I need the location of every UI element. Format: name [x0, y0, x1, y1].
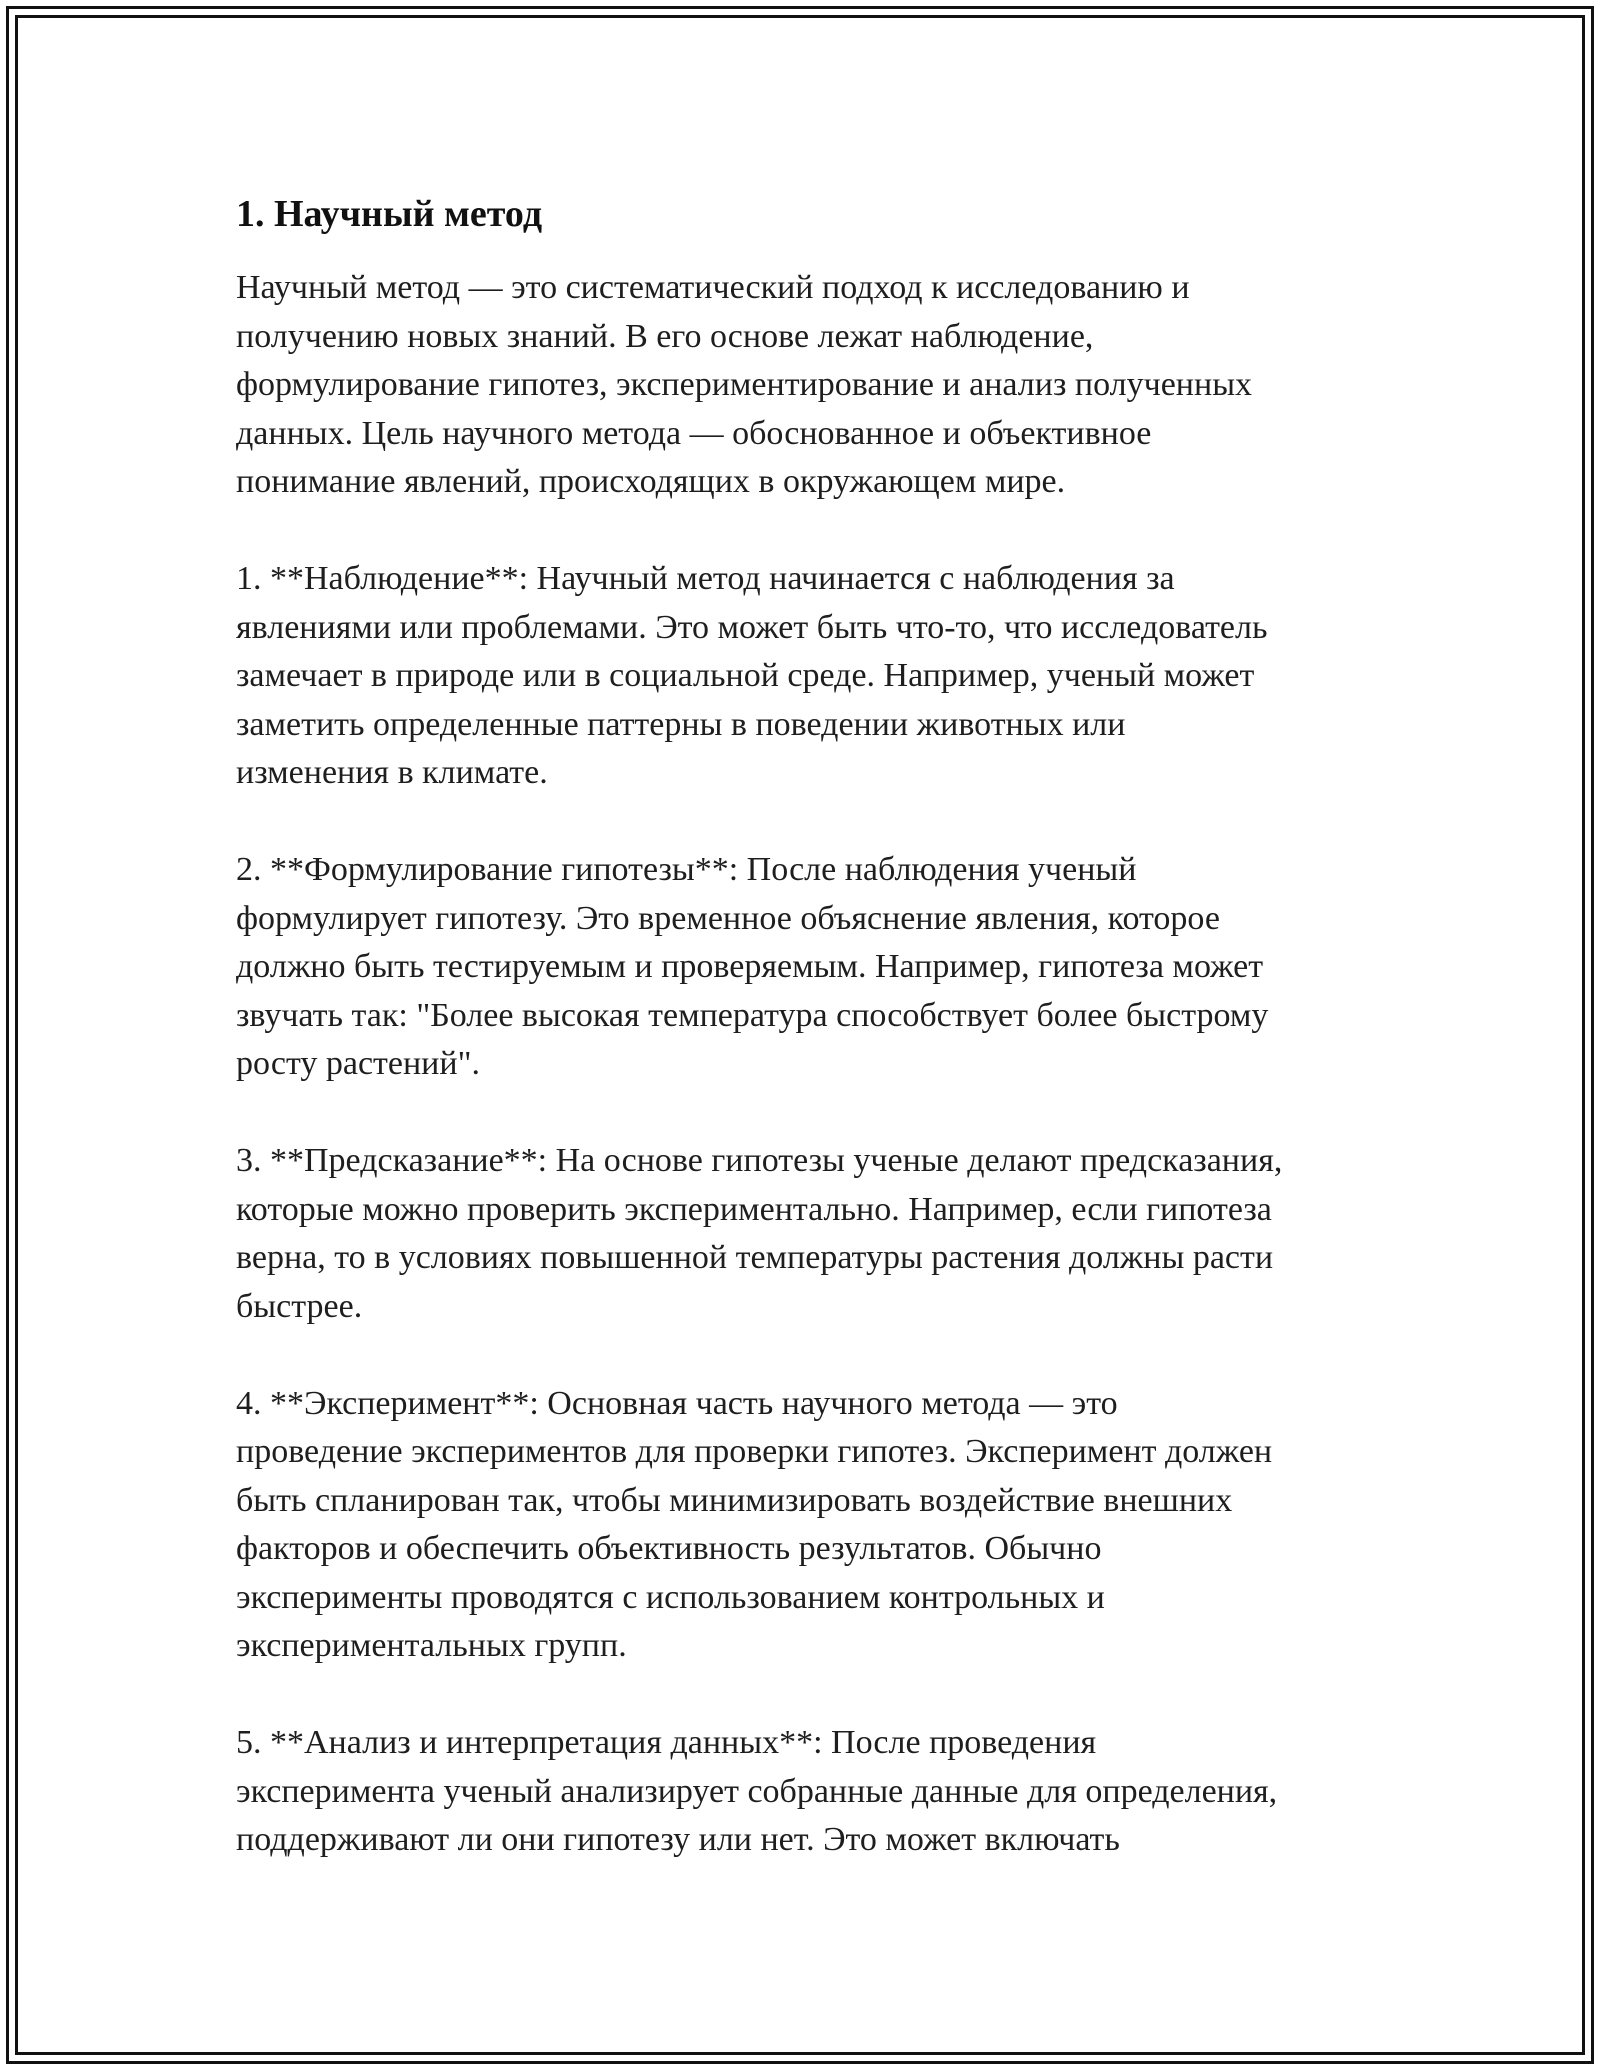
list-item-hypothesis: 2. **Формулирование гипотезы**: После наблюдения ученый формулирует гипотезу. Это временное объяснение явления, которое должно быть тестируемым и проверяемым. Например, гипотеза может звучать так: "Более высокая температура способствует более быстрому росту растений".: [236, 851, 1269, 1082]
section-title: 1. Научный метод: [236, 193, 543, 235]
list-item-analysis: 5. **Анализ и интерпретация данных**: После проведения эксперимента ученый анализирует собранные данные для определения, поддерживают ли они гипотезу или нет. Это может включать: [236, 1724, 1278, 1858]
list-item-observation: 1. **Наблюдение**: Научный метод начинается с наблюдения за явлениями или проблемами. Это может быть что-то, что исследователь замечает в природе или в социальной среде. Например, ученый может заметить определенные паттерны в поведении животных или изменения в климате.: [236, 560, 1268, 791]
list-item-prediction: 3. **Предсказание**: На основе гипотезы ученые делают предсказания, которые можно проверить экспериментально. Например, если гипотеза верна, то в условиях повышенной температуры растения должны расти быстрее.: [236, 1142, 1283, 1325]
intro-paragraph: Научный метод — это систематический подход к исследованию и получению новых знаний. В его основе лежат наблюдение, формулирование гипотез, экспериментирование и анализ полученных данных. Цель научного метода — обоснованное и объективное понимание явлений, происходящих в окружающем мире.: [236, 269, 1253, 500]
list-item-experiment: 4. **Эксперимент**: Основная часть научного метода — это проведение экспериментов для проверки гипотез. Эксперимент должен быть спланирован так, чтобы минимизировать воздействие внешних факторов и обеспечить объективность результатов. Обычно эксперименты проводятся с использованием контрольных и экспериментальных групп.: [236, 1384, 1273, 1664]
document-body: [236, 186, 1376, 1865]
